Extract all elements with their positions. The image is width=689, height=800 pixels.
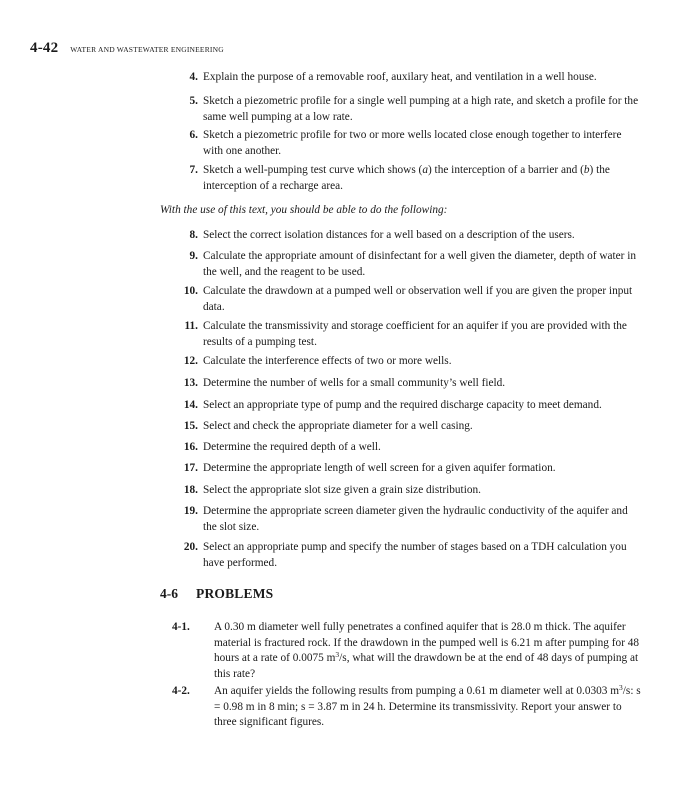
objective-text: Select the correct isolation distances for a well based on a description of the users. [203,229,575,241]
problem-number: 4-1. [172,621,190,633]
problem-text: A 0.30 m diameter well fully penetrates a confined aquifer that is 28.0 m thick. The aquifer material is fractured rock. If the drawdown in the pumped well is 6.21 m after pumping for 48 hours at a rate of 0.0075 $m^3/s$, what will the drawdown be at the end of 48 days of pumping at this rate? [214,621,640,680]
page-number: 4-42 [30,40,59,56]
objective-number: 14. [183,399,198,411]
objective-number: 9. [189,250,198,262]
objective-text: Determine the required depth of a well. [203,441,381,453]
objective-text: Select and check the appropriate diameter for a well casing. [203,420,473,432]
objective-text: Calculate the drawdown at a pumped well or observation well if you are given the proper input data. [203,285,633,313]
objective-number: 15. [183,420,198,432]
running-head [30,40,224,57]
objective-number: 18. [183,484,198,496]
objective-number: 6. [189,129,198,141]
objective-number: 10. [183,285,198,297]
running-head-title: WATER AND WASTEWATER ENGINEERING [70,45,224,54]
objective-text: Determine the appropriate length of well screen for a given aquifer formation. [203,462,556,474]
problem-text: An aquifer yields the following results from pumping a 0.61 m diameter well at 0.0303 $m^3/s$: s = 0.98 m in 8 min; s = 3.87 m in 24 h. Determine its transmissivity. Report your answer to three significant figures. [214,683,641,728]
objective-text: Select an appropriate pump and specify the number of stages based on a TDH calculation you have performed. [203,541,627,569]
objective-text: Calculate the transmissivity and storage coefficient for an aquifer if you are provided with the results of a pumping test. [203,320,627,348]
problem-number: 4-2. [172,685,190,697]
objective-text: Select an appropriate type of pump and the required discharge capacity to meet demand. [203,399,602,411]
objective-number: 7. [189,164,198,176]
objective-text: Explain the purpose of a removable roof, auxilary heat, and ventilation in a well house. [203,71,597,83]
objective-number: 17. [183,462,198,474]
objective-text: Calculate the appropriate amount of disinfectant for a well given the diameter, depth of water in the well, and the reagent to be used. [203,250,637,278]
objective-number: 12. [183,355,198,367]
objective-number: 5. [189,95,198,107]
section-title: PROBLEMS [196,586,274,601]
objective-text: Calculate the interference effects of two or more wells. [203,355,452,367]
objective-number: 11. [184,320,198,332]
objective-number: 16. [183,441,198,453]
objective-text: Sketch a well-pumping test curve which shows (a) the interception of a barrier and (b) the interception of a recharge area. [203,164,610,192]
section-number: 4-6 [160,586,178,601]
objective-number: 20. [183,541,198,553]
objective-text: Determine the number of wells for a small community’s well field. [203,377,506,389]
objectives-intro: With the use of this text, you should be able to do the following: [160,204,448,216]
objective-text: Determine the appropriate screen diameter given the hydraulic conductivity of the aquifer and the slot size. [203,505,628,533]
objective-number: 13. [183,377,198,389]
objective-text: Sketch a piezometric profile for a single well pumping at a high rate, and sketch a profile for the same well pumping at a low rate. [203,95,639,123]
objective-text: Sketch a piezometric profile for two or more wells located close enough together to interfere with one another. [203,129,622,157]
objective-number: 19. [183,505,198,517]
objective-number: 8. [189,229,198,241]
objective-number: 4. [189,71,198,83]
objective-text: Select the appropriate slot size given a grain size distribution. [203,484,481,496]
section-heading [160,586,273,602]
